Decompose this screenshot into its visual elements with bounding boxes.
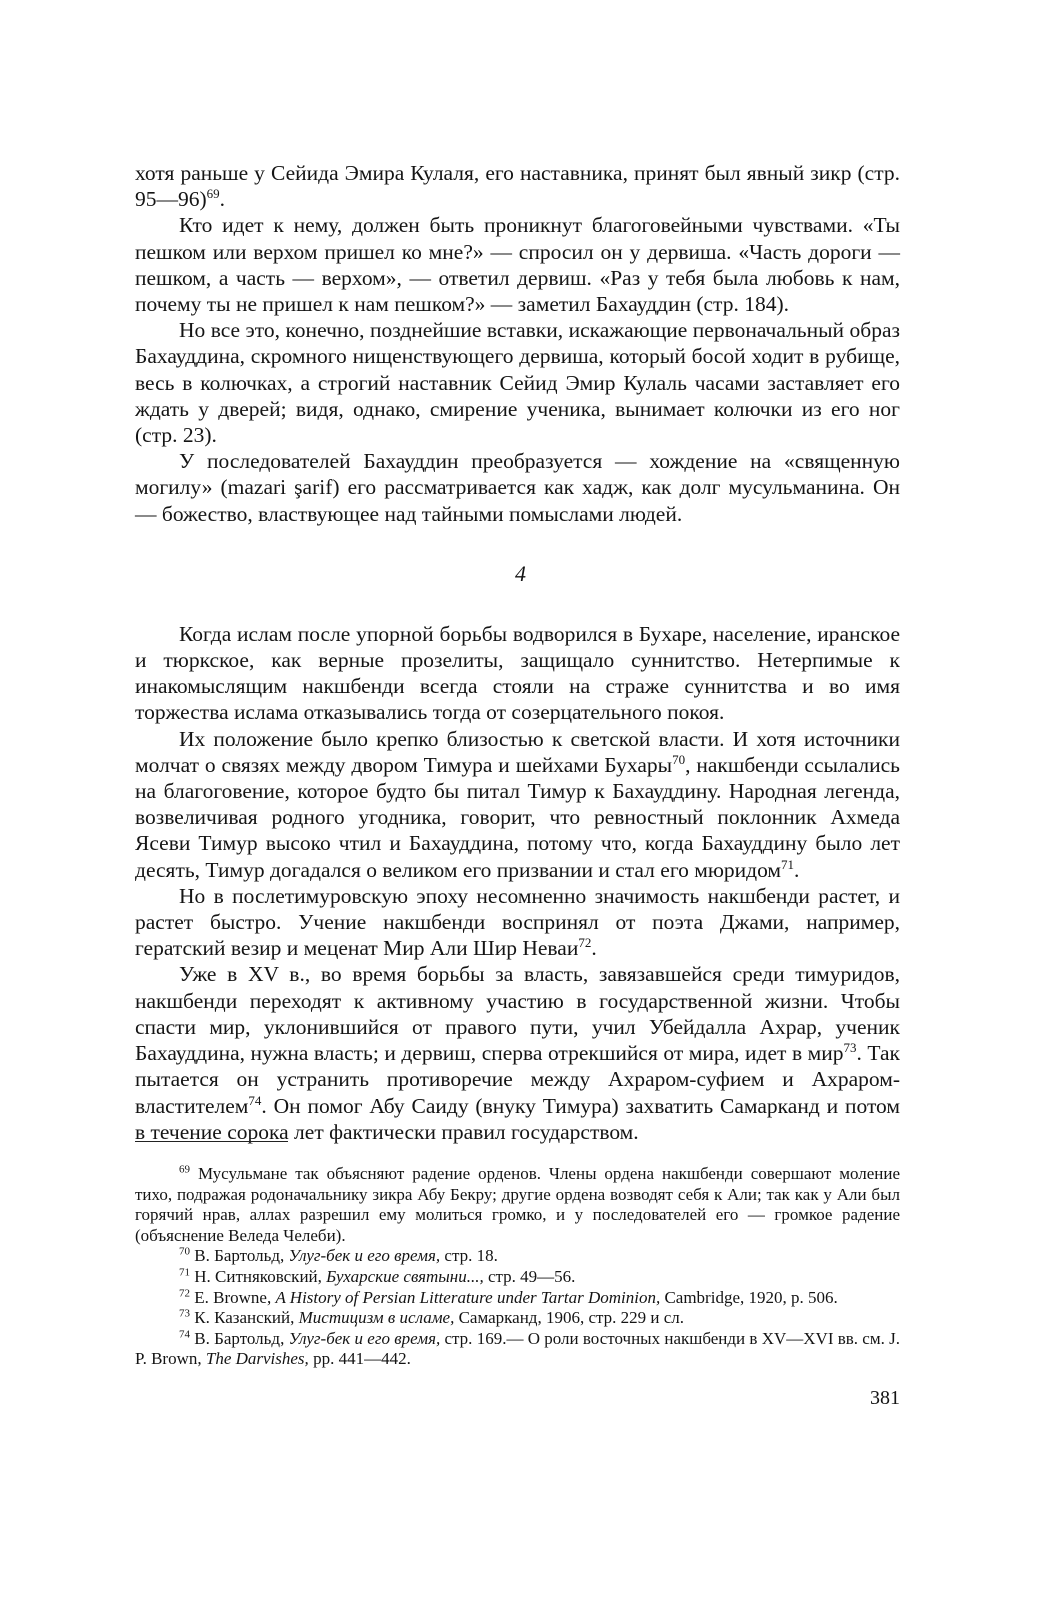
footnote-ref-detail: Cambridge, 1920, p. 506. (664, 1287, 838, 1307)
paragraph-text: . Так пытается он устранить противоречие между Ахраром-суфием и Ахраром-властителем (135, 1041, 900, 1118)
paragraph-text: хотя раньше у Сейида Эмира Кулаля, его наставника, принят был явный зикр (стр. 95—96) (135, 161, 900, 212)
paragraph: Но все это, конечно, позднейшие вставки, искажающие первоначальный образ Бахауддина, скромного нищенствующего дервиша, который босой ходит в рубище, весь в колючках, а строгий наставник Сейид Эмир Кулаль часами заставляет его ждать у дверей; видя, однако, смирение ученика, вынимает колючки из его ног (стр. 23). (135, 318, 900, 448)
footnote-ref: 71 (781, 856, 795, 872)
footnote-ref-detail: стр. 49—56. (487, 1266, 576, 1286)
footnote-title: Улуг-бек и его время, (288, 1328, 441, 1348)
footnote-ref: 74 (248, 1092, 262, 1108)
footnote-text: Мусульмане так объясняют радение орденов. Члены ордена накшбенди совершают моление тихо, подражая родоначальнику зикра Абу Бекру; другие ордена возводят себя к Али; так как у Али был горячий нрав, аллах разрешил ему молиться громко, и у последователей его — громкое радение (объяснение Веледа Челеби). (135, 1164, 901, 1245)
paragraph: У последователей Бахауддин преобразуется — хождение на «священную могилу» (mazari şarif) его рассматривается как хадж, как долг мусульманина. Он — божество, властвующее над тайными помыслами людей. (135, 449, 900, 526)
footnote-ref-detail: Самарканд, 1906, стр. 229 и сл. (458, 1308, 685, 1328)
paragraph (135, 961, 900, 1144)
paragraph-text: Но в послетимуровскую эпоху несомненно значимость накшбенди растет, и растет быстро. Учение накшбенди воспринял от поэта Джами, например, гератский везир и меценат Мир Али Шир Неваи (135, 883, 900, 961)
footnote-73 (135, 1308, 900, 1329)
paragraph: Кто идет к нему, должен быть проникнут благоговейными чувствами. «Ты пешком или верхом пришел ко мне?» — спросил он у дервиша. «Часть дороги — пешком, а часть — верхом», — ответил дервиш. «Раз у тебя была любовь к нам, почему ты не пришел к нам пешком?» — заметил Бахауддин (стр. 184). (135, 213, 900, 317)
footnote-71 (135, 1267, 900, 1288)
footnote-title: Мистицизм в исламе, (298, 1308, 455, 1328)
paragraph (135, 883, 900, 962)
footnote-number: 71 (179, 1266, 190, 1279)
page-number: 381 (870, 1387, 900, 1409)
paragraph: Когда ислам после упорной борьбы водворился в Бухаре, население, иранское и тюркское, как верные прозелиты, защищало суннитство. Нетерпимые к инакомыслящим накшбенди всегда стояли на страже суннитства и во имя торжества ислама отказывались тогда от созерцательного покоя. (135, 621, 900, 725)
footnote-ref: 73 (843, 1039, 857, 1055)
paragraph-tail: . Он помог Абу Саиду (внуку Тимура) захватить Самарканд и потом в течение сорока лет фактически правил государством. (135, 1093, 900, 1144)
footnote-title: Улуг-бек и его время, (288, 1246, 441, 1266)
footnote-ref-detail: стр. 169.— О роли восточных накшбенди в XV—XVI вв. см. J. P. Brown, (135, 1328, 900, 1369)
footnote-70 (135, 1246, 900, 1267)
footnote-author: E. Browne, (194, 1287, 272, 1307)
footnote-number: 72 (179, 1286, 190, 1299)
footnote-ref-detail: pp. 441—442. (313, 1349, 411, 1369)
paragraph (135, 160, 900, 212)
footnote-author: Н. Ситняковский, (194, 1266, 322, 1286)
footnote-number: 73 (179, 1307, 190, 1320)
main-text (135, 160, 900, 1145)
footnote-title: Бухарские святыни..., (326, 1266, 484, 1286)
footnote-number: 70 (179, 1245, 190, 1258)
paragraph-tail: . (794, 857, 800, 882)
footnote-number: 74 (179, 1328, 190, 1341)
footnote-ref: 72 (578, 935, 592, 951)
paragraph-tail: . (219, 187, 226, 212)
footnote-author: В. Бартольд, (194, 1328, 285, 1348)
section-number: 4 (515, 560, 526, 586)
footnote-ref-detail: стр. 18. (444, 1246, 498, 1266)
paragraph (135, 726, 900, 883)
footnote-ref: 70 (672, 751, 686, 767)
footnote-title: The Darvishes, (205, 1349, 309, 1369)
footnote-ref: 69 (206, 186, 220, 202)
paragraph-tail: . (591, 936, 597, 961)
footnote-author: В. Бартольд, (194, 1246, 285, 1266)
footnote-author: К. Казанский, (194, 1308, 295, 1328)
footnote-69 (135, 1164, 900, 1246)
paragraph-text: Уже в XV в., во время борьбы за власть, завязавшейся среди тимуридов, накшбенди переходят к активному участию в государственной жизни. Чтобы спасти мир, уклонившийся от правого пути, учил Убейдалла Ахрар, ученик Бахауддина, нужна власть; и дервиш, сперва отрекшийся от мира, идет в мир (135, 962, 900, 1066)
footnote-number: 69 (179, 1163, 190, 1176)
footnote-74 (135, 1329, 900, 1370)
paragraph-text: , накшбенди ссылались на благоговение, которое будто бы питал Тимур к Бахауддину. Народная легенда, возвеличивая родного угодника, говорит, что ревностный поклонник Ахмеда Ясеви Тимур высоко чтил и Бахауддина, потому что, когда Бахауддину было лет десять, Тимур догадался о великом его призвании и стал его мюридом (135, 752, 900, 882)
footnote-divider (135, 1141, 288, 1142)
footnote-72 (135, 1288, 900, 1309)
footnote-title: A History of Persian Litterature under Tartar Dominion, (275, 1287, 661, 1307)
footnotes (135, 1164, 900, 1370)
paragraph-text: Их положение было крепко близостью к светской власти. И хотя источники молчат о связях между двором Тимура и шейхами Бухары (135, 726, 900, 777)
